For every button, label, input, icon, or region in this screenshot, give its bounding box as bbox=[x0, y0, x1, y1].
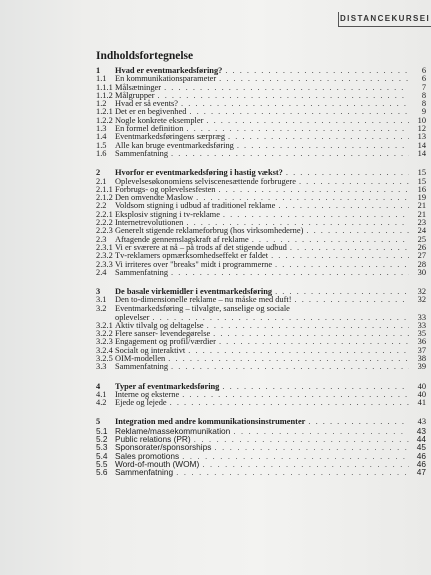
toc-number: 1.1 bbox=[96, 74, 107, 84]
dot-leader bbox=[275, 288, 409, 296]
toc-page-number: 32 bbox=[417, 287, 426, 297]
toc-number: 1.3 bbox=[96, 124, 107, 134]
toc-entry-title: Reklame/massekommunikation bbox=[115, 425, 231, 436]
toc-page-number: 27 bbox=[417, 251, 426, 261]
toc-number: 5.5 bbox=[96, 458, 108, 469]
toc-page-number: 19 bbox=[417, 193, 426, 203]
toc-entry-title: Sammenfatning bbox=[115, 467, 174, 478]
toc-entry-title: Sammenfatning bbox=[115, 267, 169, 277]
toc-entry-title: OIM-modellen bbox=[115, 353, 166, 363]
toc-entry-title: De basale virkemidler i eventmarkedsføring bbox=[115, 287, 273, 297]
toc-number: 2.3.3 bbox=[96, 259, 113, 269]
dot-leader bbox=[290, 244, 409, 252]
toc-number: 5.3 bbox=[96, 442, 108, 453]
dot-leader bbox=[158, 92, 409, 100]
toc-page-number: 28 bbox=[417, 259, 426, 269]
toc-page-number: 13 bbox=[417, 132, 426, 142]
dot-leader bbox=[170, 399, 409, 407]
toc-entry-title: Eventmarkedsføringens særpræg bbox=[115, 132, 226, 142]
toc-title-line bbox=[115, 303, 426, 322]
toc-number: 2.1.1 bbox=[96, 184, 113, 194]
toc-entry-title: Forbrugs- og oplevelsesfesten bbox=[115, 184, 216, 194]
toc-title-line bbox=[115, 363, 426, 371]
dot-leader bbox=[233, 427, 409, 435]
toc-entry-title: Flere sanser- levendegørelse bbox=[115, 329, 211, 339]
toc-page-number: 25 bbox=[417, 234, 426, 244]
toc-number: 3.2.3 bbox=[96, 337, 113, 347]
toc-number: 5.4 bbox=[96, 450, 108, 461]
toc-page-number: 23 bbox=[417, 218, 426, 228]
dot-leader bbox=[275, 261, 409, 269]
toc-page-number: 38 bbox=[417, 353, 426, 363]
toc-number: 3.2 bbox=[96, 303, 107, 313]
dot-leader bbox=[299, 178, 409, 186]
toc-entry-title: Voldsom stigning i udbud af traditionel reklame bbox=[115, 201, 276, 211]
dot-leader bbox=[171, 150, 409, 158]
toc-page-number: 45 bbox=[416, 442, 426, 453]
toc-entry-title: Internetrevolutionen bbox=[115, 218, 184, 228]
toc-page-number: 14 bbox=[417, 140, 426, 150]
toc-number: 1.2 bbox=[96, 99, 107, 109]
toc-entry-title: Den omvendte Maslow bbox=[115, 193, 194, 203]
toc-title-line bbox=[115, 84, 426, 92]
dot-leader bbox=[207, 322, 409, 330]
toc-entry-row bbox=[94, 399, 426, 407]
toc-title-line1 bbox=[115, 305, 426, 313]
dot-leader bbox=[228, 133, 409, 141]
toc-page-number: 43 bbox=[416, 425, 426, 436]
toc-entry-title: Word-of-mouth (WOM) bbox=[115, 458, 200, 469]
toc-number: 3.2.5 bbox=[96, 353, 113, 363]
toc-page-number: 41 bbox=[417, 398, 426, 408]
toc-number: 3.2.1 bbox=[96, 320, 113, 330]
dot-leader bbox=[308, 418, 409, 426]
dot-leader bbox=[295, 296, 409, 304]
toc-number: 2 bbox=[96, 168, 101, 178]
dot-leader bbox=[206, 117, 409, 125]
table-of-contents bbox=[94, 67, 426, 476]
toc-number: 5.2 bbox=[96, 433, 108, 444]
dot-leader bbox=[176, 468, 409, 476]
toc-number: 4.2 bbox=[96, 398, 107, 408]
toc-number: 1.1.2 bbox=[96, 90, 113, 100]
toc-page-number: 46 bbox=[416, 458, 426, 469]
dot-leader bbox=[171, 269, 409, 277]
dot-leader bbox=[194, 435, 409, 443]
dot-leader bbox=[225, 67, 409, 75]
toc-number: 2.2.1 bbox=[96, 209, 113, 219]
toc-number: 3.2.4 bbox=[96, 345, 113, 355]
dot-leader bbox=[237, 142, 409, 150]
dot-leader bbox=[286, 169, 409, 177]
toc-page-number: 33 bbox=[417, 320, 426, 330]
toc-entry-row bbox=[94, 305, 426, 322]
toc-title-line bbox=[115, 468, 426, 476]
dot-leader bbox=[214, 443, 409, 451]
toc-entry-title: Vi er sværere at nå – på trods af det stigende udbud bbox=[115, 242, 287, 252]
toc-page-number: 43 bbox=[417, 417, 426, 427]
toc-number: 2.2 bbox=[96, 201, 107, 211]
toc-entry-title: Typer af eventmarkedsføring bbox=[115, 381, 220, 391]
toc-entry-title: Engagement og profil/værdier bbox=[115, 337, 216, 347]
dot-leader bbox=[213, 330, 409, 338]
toc-page-number: 6 bbox=[421, 74, 426, 84]
toc-page-number: 26 bbox=[417, 242, 426, 252]
toc-entry-title: Eksplosiv stigning i tv-reklame bbox=[115, 209, 220, 219]
toc-page-number: 21 bbox=[417, 209, 426, 219]
toc-entry-title: Aktiv tilvalg og deltagelse bbox=[115, 320, 204, 330]
toc-entry-title: Det er en begivenhed bbox=[115, 107, 187, 117]
toc-number: 3.3 bbox=[96, 362, 107, 372]
toc-number: 2.1 bbox=[96, 176, 107, 186]
toc-number: 2.3.1 bbox=[96, 242, 113, 252]
toc-number: 4.1 bbox=[96, 389, 107, 399]
toc-page-number: 47 bbox=[416, 467, 426, 478]
dot-leader bbox=[188, 347, 409, 355]
toc-title: Indholdsfortegnelse bbox=[96, 50, 194, 62]
toc-entry-title: Interne og eksterne bbox=[115, 389, 180, 399]
toc-number: 1.4 bbox=[96, 132, 107, 142]
toc-page-number: 35 bbox=[417, 329, 426, 339]
toc-page-number: 14 bbox=[417, 148, 426, 158]
toc-page-number: 8 bbox=[421, 99, 426, 109]
dot-leader bbox=[219, 338, 409, 346]
toc-entry-title: Sponsorater/sponsorships bbox=[115, 442, 212, 453]
toc-entry-title: En formel definition bbox=[115, 124, 184, 134]
dot-leader bbox=[271, 252, 409, 260]
toc-number: 3 bbox=[96, 287, 101, 297]
dot-leader bbox=[168, 355, 409, 363]
toc-title-line bbox=[115, 399, 426, 407]
dot-leader bbox=[219, 75, 409, 83]
toc-title-line bbox=[115, 150, 426, 158]
toc-page-number: 46 bbox=[416, 450, 426, 461]
toc-page-number: 44 bbox=[416, 433, 426, 444]
toc-number: 1.5 bbox=[96, 140, 107, 150]
toc-entry-title: Målgrupper bbox=[115, 90, 155, 100]
toc-page-number: 10 bbox=[417, 115, 426, 125]
dot-leader bbox=[182, 391, 409, 399]
toc-entry-title: Hvad er eventmarkedsføring? bbox=[115, 66, 223, 75]
toc-page-number: 24 bbox=[417, 226, 426, 236]
toc-number: 2.3 bbox=[96, 234, 107, 244]
toc-page-number: 9 bbox=[421, 107, 426, 117]
toc-entry-title: Eventmarkedsføring – tilvalgte, sanselige og sociale bbox=[115, 303, 290, 313]
toc-entry-title: Integration med andre kommunikationsinstrumenter bbox=[115, 417, 306, 427]
toc-page-number: 15 bbox=[417, 176, 426, 186]
dot-leader bbox=[223, 211, 409, 219]
toc-number: 2.3.2 bbox=[96, 251, 113, 261]
dot-leader bbox=[181, 100, 409, 108]
toc-page-number: 16 bbox=[417, 184, 426, 194]
toc-page-number: 12 bbox=[417, 124, 426, 134]
dot-leader bbox=[171, 363, 409, 371]
toc-page-number: 33 bbox=[417, 312, 426, 322]
toc-entry-row bbox=[94, 150, 426, 158]
dot-leader bbox=[278, 202, 409, 210]
toc-number: 5 bbox=[96, 417, 101, 427]
toc-number: 5.1 bbox=[96, 425, 108, 436]
toc-page-number: 37 bbox=[417, 345, 426, 355]
toc-number: 3.1 bbox=[96, 295, 107, 305]
toc-entry-title: Oplevelsesøkonomiens selviscenesættende forbrugere bbox=[115, 176, 296, 186]
toc-number: 1.2.2 bbox=[96, 115, 113, 125]
toc-entry-title: oplevelser bbox=[115, 312, 150, 322]
toc-page-number: 6 bbox=[421, 66, 426, 75]
toc-entry-title: Ejede og lejede bbox=[115, 398, 167, 408]
toc-number: 2.1.2 bbox=[96, 193, 113, 203]
dot-leader bbox=[202, 460, 409, 468]
running-header-brand: DISTANCEKURSEI bbox=[340, 14, 431, 23]
toc-title-line bbox=[115, 269, 426, 277]
toc-page-number: 36 bbox=[417, 337, 426, 347]
toc-page-number: 40 bbox=[417, 381, 426, 391]
toc-page-number: 32 bbox=[417, 295, 426, 305]
toc-page-number: 15 bbox=[417, 168, 426, 178]
toc-entry-title: Generelt stigende reklameforbrug (hos virksomhederne) bbox=[115, 226, 304, 236]
dot-leader bbox=[182, 452, 409, 460]
header-divider bbox=[338, 12, 339, 26]
toc-entry-title: Aftagende gennemslagskraft af reklame bbox=[115, 234, 249, 244]
toc-number: 4 bbox=[96, 381, 101, 391]
dot-leader bbox=[164, 84, 409, 92]
toc-number: 2.4 bbox=[96, 267, 107, 277]
toc-number: 3.2.2 bbox=[96, 329, 113, 339]
toc-entry-title: Sales promotions bbox=[115, 450, 180, 461]
toc-entry-title: Alle kan bruge eventmarkedsføring bbox=[115, 140, 234, 150]
toc-number: 5.6 bbox=[96, 467, 108, 478]
toc-number: 2.2.3 bbox=[96, 226, 113, 236]
toc-entry-title: Hvorfor er eventmarkedsføring i hastig vækst? bbox=[115, 168, 283, 178]
toc-number: 1.2.1 bbox=[96, 107, 113, 117]
toc-page-number: 30 bbox=[417, 267, 426, 277]
toc-page-number: 7 bbox=[421, 82, 426, 92]
toc-entry-title: Public relations (PR) bbox=[115, 433, 191, 444]
dot-leader bbox=[189, 108, 409, 116]
toc-entry-title: Den to-dimensionelle reklame – nu måske med duft! bbox=[115, 295, 292, 305]
toc-entry-row bbox=[94, 468, 426, 476]
dot-leader bbox=[222, 383, 409, 391]
toc-number: 2.2.2 bbox=[96, 218, 113, 228]
dot-leader bbox=[306, 227, 409, 235]
toc-number: 1.6 bbox=[96, 148, 107, 158]
toc-entry-title: Tv-reklamers opmærksomhedseffekt er faldet bbox=[115, 251, 269, 261]
toc-number: 1 bbox=[96, 66, 101, 75]
toc-entry-title: Nogle konkrete eksempler bbox=[115, 115, 204, 125]
toc-entry-row bbox=[94, 269, 426, 277]
toc-title-line bbox=[115, 75, 426, 83]
toc-entry-title: Hvad er så events? bbox=[115, 99, 179, 109]
toc-entry-title: Målsætninger bbox=[115, 82, 162, 92]
toc-page-number: 39 bbox=[417, 362, 426, 372]
toc-page-number: 40 bbox=[417, 389, 426, 399]
toc-entry-title: Socialt og interaktivt bbox=[115, 345, 186, 355]
toc-entry-title: En kommunikationsparameter bbox=[115, 74, 217, 84]
toc-page-number: 8 bbox=[421, 90, 426, 100]
toc-page-number: 21 bbox=[417, 201, 426, 211]
toc-entry-title: Sammenfatning bbox=[115, 362, 169, 372]
toc-entry-title: Sammenfatning bbox=[115, 148, 169, 158]
dot-leader bbox=[218, 186, 409, 194]
toc-entry-row bbox=[94, 363, 426, 371]
toc-number: 1.1.1 bbox=[96, 82, 113, 92]
toc-entry-title: Vi irriteres over "breaks" midt i programmerne bbox=[115, 259, 273, 269]
